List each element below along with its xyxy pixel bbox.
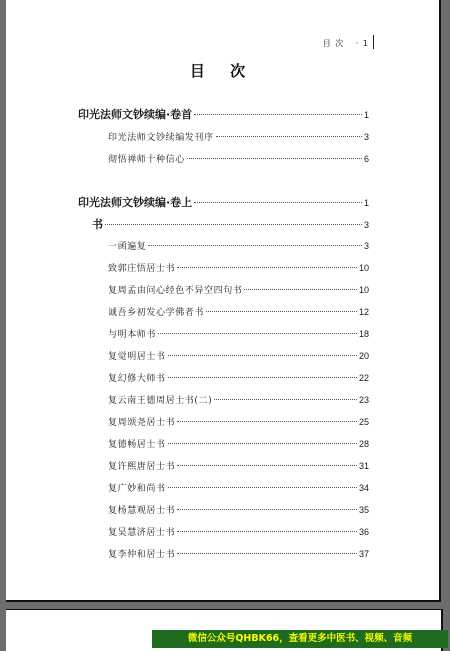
toc-leader bbox=[187, 158, 362, 159]
document-page bbox=[6, 0, 441, 602]
toc-entry-page: 1 bbox=[363, 198, 369, 208]
toc-entry[interactable] bbox=[108, 437, 369, 450]
toc-entry[interactable] bbox=[108, 503, 369, 516]
toc-entry-page: 3 bbox=[363, 132, 369, 142]
toc-entry-page: 25 bbox=[358, 417, 369, 427]
toc-entry[interactable] bbox=[108, 525, 369, 538]
toc-entry[interactable] bbox=[78, 106, 369, 122]
toc-leader bbox=[194, 202, 362, 203]
toc-leader bbox=[177, 421, 357, 422]
toc-entry-label: 印光法师文钞续编发刊序 bbox=[108, 133, 214, 143]
toc-entry-page: 3 bbox=[363, 220, 369, 230]
toc-leader bbox=[244, 289, 357, 290]
toc-entry-page: 18 bbox=[358, 329, 369, 339]
toc-entry-page: 20 bbox=[358, 351, 369, 361]
toc-entry-page: 12 bbox=[358, 307, 369, 317]
page-title: 目 次 bbox=[189, 62, 256, 80]
toc-entry-label: 一函遍复 bbox=[108, 242, 147, 252]
toc-entry-label: 诚吾乡初发心学佛者书 bbox=[108, 308, 205, 318]
toc-entry[interactable] bbox=[108, 130, 369, 143]
toc-leader bbox=[168, 487, 357, 488]
toc-entry-label: 复许熙唐居士书 bbox=[108, 462, 176, 472]
toc-entry-page: 36 bbox=[358, 527, 369, 537]
toc-entry-label: 复周颂尧居士书 bbox=[108, 418, 176, 428]
toc-entry-page: 6 bbox=[363, 154, 369, 164]
toc-entry-page: 35 bbox=[358, 505, 369, 515]
toc-entry[interactable] bbox=[108, 261, 369, 274]
running-header bbox=[323, 38, 369, 49]
toc-entry-label: 复李仲和居士书 bbox=[108, 550, 176, 560]
toc-entry-label: 印光法师文钞续编·卷首 bbox=[78, 108, 193, 121]
toc-leader bbox=[194, 114, 362, 115]
toc-entry-label: 与明本师书 bbox=[108, 330, 157, 340]
toc-entry[interactable] bbox=[108, 393, 369, 406]
toc-entry-page: 23 bbox=[358, 395, 369, 405]
toc-entry[interactable] bbox=[108, 152, 369, 165]
toc-leader bbox=[168, 355, 357, 356]
toc-entry-page: 3 bbox=[363, 241, 369, 251]
toc-entry[interactable] bbox=[92, 216, 369, 232]
toc-entry[interactable] bbox=[108, 239, 369, 252]
toc-leader bbox=[148, 245, 362, 246]
toc-entry-page: 1 bbox=[363, 110, 369, 120]
toc-entry-label: 复幻修大师书 bbox=[108, 374, 166, 384]
toc-entry-page: 31 bbox=[358, 461, 369, 471]
toc-leader bbox=[214, 399, 357, 400]
toc-entry-page: 28 bbox=[358, 439, 369, 449]
toc-entry-label: 复云南王德周居士书(二) bbox=[108, 396, 213, 406]
toc-entry-page: 34 bbox=[358, 483, 369, 493]
toc-entry-label: 书 bbox=[92, 218, 103, 231]
header-section: 目 次 bbox=[322, 39, 345, 48]
toc-entry[interactable] bbox=[108, 305, 369, 318]
toc-leader bbox=[177, 509, 357, 510]
toc-entry-label: 印光法师文钞续编·卷上 bbox=[78, 196, 193, 209]
promo-banner[interactable]: 微信公众号QHBK66，查看更多中医书、视频、音频 bbox=[152, 630, 448, 648]
toc-leader bbox=[177, 465, 357, 466]
toc-entry-label: 复杨慧观居士书 bbox=[108, 506, 176, 516]
toc-leader bbox=[177, 553, 357, 554]
toc-entry-label: 复广妙和尚书 bbox=[108, 484, 166, 494]
toc-entry[interactable] bbox=[108, 349, 369, 362]
toc-leader bbox=[177, 531, 357, 532]
toc-entry[interactable] bbox=[108, 459, 369, 472]
toc-leader bbox=[168, 443, 357, 444]
toc-entry-label: 复德畅居士书 bbox=[108, 440, 166, 450]
toc-leader bbox=[105, 224, 362, 225]
toc-entry[interactable] bbox=[108, 481, 369, 494]
toc-entry-label: 彻悟禅师十种信心 bbox=[108, 155, 185, 165]
toc-entry[interactable] bbox=[108, 547, 369, 560]
header-page-number: · 1 bbox=[355, 39, 369, 48]
toc-entry[interactable] bbox=[108, 327, 369, 340]
toc-leader bbox=[177, 267, 357, 268]
toc-leader bbox=[206, 311, 357, 312]
toc-entry-page: 37 bbox=[358, 549, 369, 559]
toc-entry[interactable] bbox=[108, 283, 369, 296]
toc-entry[interactable] bbox=[108, 415, 369, 428]
toc-entry-label: 致郭庄悟居士书 bbox=[108, 264, 176, 274]
header-divider bbox=[373, 35, 374, 49]
toc-entry[interactable] bbox=[78, 194, 369, 210]
toc-entry-label: 复吴慧济居士书 bbox=[108, 528, 176, 538]
toc-entry[interactable] bbox=[108, 371, 369, 384]
toc-entry-page: 22 bbox=[358, 373, 369, 383]
toc-leader bbox=[216, 136, 362, 137]
toc-entry-label: 复周孟由问心经色不异空四句书 bbox=[108, 286, 243, 296]
toc-entry-page: 10 bbox=[358, 263, 369, 273]
toc-leader bbox=[168, 377, 357, 378]
toc-entry-label: 复觉明居士书 bbox=[108, 352, 166, 362]
toc-entry-page: 10 bbox=[358, 285, 369, 295]
toc-leader bbox=[158, 333, 357, 334]
